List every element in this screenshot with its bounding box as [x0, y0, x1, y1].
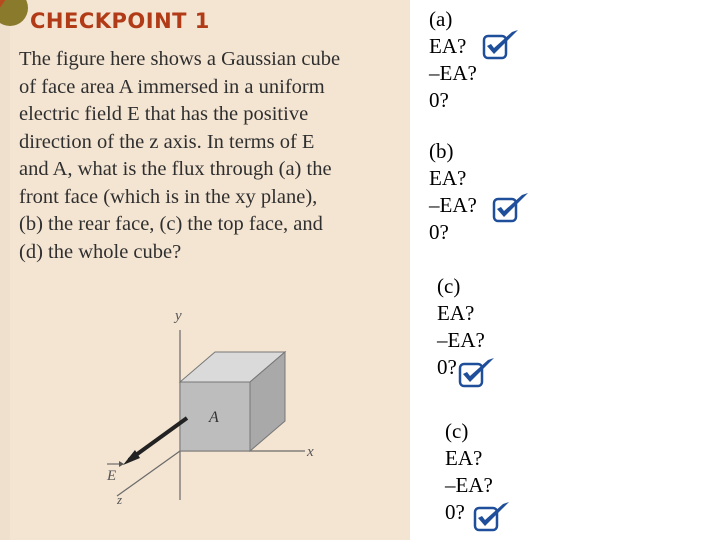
answer-group-label: (b)	[429, 139, 454, 163]
question-text	[19, 46, 395, 266]
face-area-label: A	[209, 409, 219, 426]
y-axis-label: y	[175, 308, 182, 324]
field-arrow	[129, 418, 187, 460]
question-line: (b) the rear face, (c) the top face, and	[19, 213, 323, 235]
question-line: (d) the whole cube?	[19, 240, 182, 263]
checkmark-icon	[473, 500, 513, 532]
question-line: electric field E that has the positive	[19, 103, 309, 125]
answer-option-zero[interactable]: 0?	[437, 355, 457, 379]
question-line: The figure here shows a Gaussian cube	[19, 48, 341, 70]
answer-option-ea[interactable]: EA?	[429, 34, 467, 58]
gaussian-cube-figure	[95, 300, 345, 520]
panel-accent-bar	[0, 0, 10, 540]
checkmark-icon	[482, 28, 522, 60]
question-line: of face area A immersed in a uniform	[19, 75, 325, 98]
answer-group-b	[429, 138, 477, 246]
answer-option-ea[interactable]: EA?	[429, 166, 467, 190]
question-line: and A, what is the flux through (a) the	[19, 158, 332, 180]
pencil-icon	[0, 0, 28, 26]
answer-group-label: (c)	[437, 274, 461, 298]
answer-option-ea[interactable]: EA?	[437, 301, 475, 325]
field-label: E	[107, 468, 117, 484]
field-vector-tip	[119, 461, 124, 467]
checkmark-icon	[458, 356, 498, 388]
question-line: front face (which is in the xy plane),	[19, 185, 318, 208]
checkmark-icon	[492, 191, 532, 223]
answer-option-zero[interactable]: 0?	[429, 220, 449, 244]
answer-group-label: (c)	[445, 419, 469, 443]
x-axis-label: x	[307, 444, 314, 460]
answer-option-zero[interactable]: 0?	[429, 88, 449, 112]
answer-option-neg-ea[interactable]: –EA?	[437, 328, 485, 352]
answer-group-a	[429, 6, 477, 114]
answer-option-neg-ea[interactable]: –EA?	[429, 193, 477, 217]
answer-option-neg-ea[interactable]: –EA?	[429, 61, 477, 85]
answer-option-neg-ea[interactable]: –EA?	[445, 473, 493, 497]
answer-option-zero[interactable]: 0?	[445, 500, 465, 524]
question-line: direction of the z axis. In terms of E	[19, 130, 315, 153]
checkpoint-heading: CHECKPOINT 1	[30, 9, 210, 33]
answer-option-ea[interactable]: EA?	[445, 446, 483, 470]
answer-group-label: (a)	[429, 7, 453, 31]
z-axis	[117, 451, 180, 496]
z-axis-label: z	[117, 492, 123, 507]
